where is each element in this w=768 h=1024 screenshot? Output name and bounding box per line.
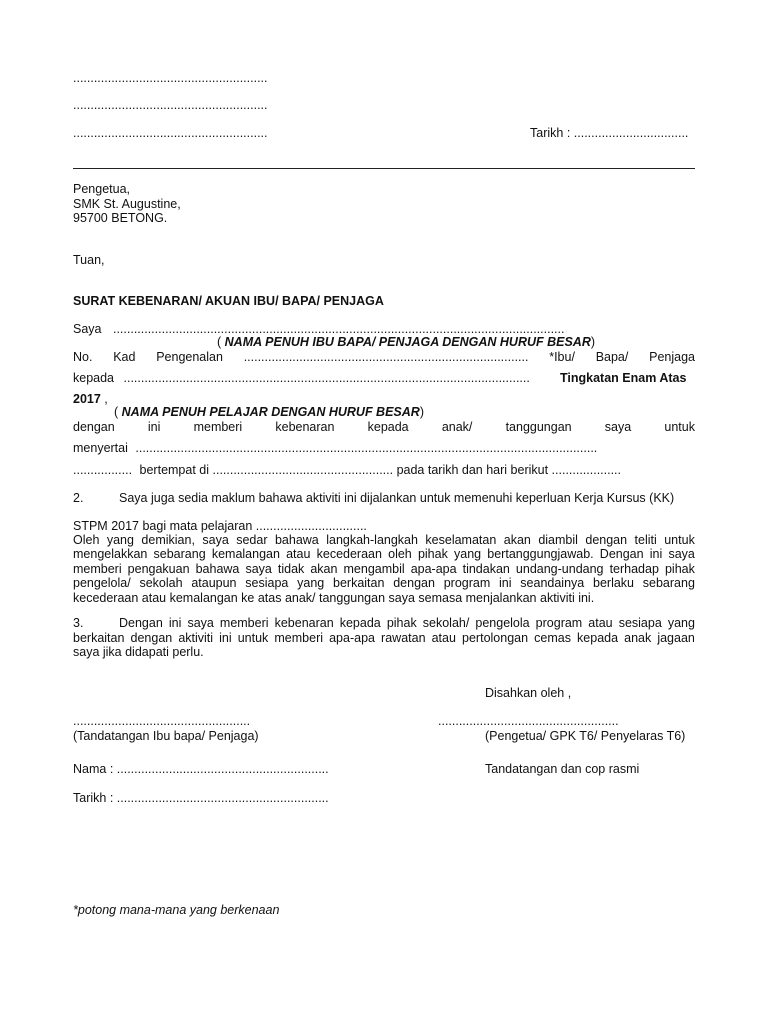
word: pengakuan xyxy=(127,562,190,576)
word: dengan xyxy=(73,420,115,434)
saya-label: Saya xyxy=(73,322,102,336)
year-line: 2017 , xyxy=(73,392,108,406)
signature-date-label: Tarikh : xyxy=(73,791,114,805)
venue-lead-dots: ................. xyxy=(73,463,133,477)
word: Penjaga xyxy=(649,350,695,364)
word: anak/ xyxy=(441,420,473,434)
date-value: ................................. xyxy=(573,126,689,140)
date-time-label: pada tarikh dan hari berikut xyxy=(396,463,549,477)
ic-number-line xyxy=(73,350,695,365)
word: sesiapa xyxy=(245,576,289,590)
para3-first-line xyxy=(119,616,695,631)
word: dengan xyxy=(130,631,173,645)
word: oleh xyxy=(388,547,412,561)
parent-signature-dots: ................................................... xyxy=(73,714,251,728)
student-name-dots: ..................................................................................................................... xyxy=(123,371,530,385)
word: ini xyxy=(147,420,161,434)
word: memberi xyxy=(193,420,243,434)
venue-line xyxy=(73,463,621,478)
word: sebarang xyxy=(153,547,206,561)
parent-name-dots: .................................................................................................................................. xyxy=(112,322,565,336)
parent-name-hint: ( NAMA PENUH IBU BAPA/ PENJAGA DENGAN HURUF BESAR) xyxy=(217,335,596,349)
verified-by-label: Disahkan oleh , xyxy=(485,686,572,700)
word: dengan xyxy=(585,533,628,547)
word: akan xyxy=(310,562,338,576)
word: bahawa xyxy=(195,562,240,576)
kepada-line xyxy=(73,371,530,386)
word: sebarang xyxy=(642,576,695,590)
salutation: Tuan, xyxy=(73,253,105,267)
student-name-hint-text: NAMA PENUH PELAJAR DENGAN HURUF BESAR xyxy=(121,405,420,419)
parent-name-hint-text: NAMA PENUH IBU BAPA/ PENJAGA DENGAN HURUF BESAR xyxy=(224,335,591,349)
word: saya xyxy=(604,420,632,434)
word: program xyxy=(443,576,491,590)
word: ini xyxy=(649,547,663,561)
para3-number: 3. xyxy=(73,616,84,630)
word: tanggungan xyxy=(505,420,572,434)
para2-body-line xyxy=(73,547,695,562)
word: memberi xyxy=(274,631,324,645)
word: pertolongan xyxy=(462,631,529,645)
word: kecederaan xyxy=(316,547,382,561)
word: terhadap xyxy=(609,562,659,576)
sender-address-line-1: ........................................................ xyxy=(73,71,268,85)
word: berkaitan xyxy=(73,631,125,645)
word: No. xyxy=(73,350,93,364)
venue-dots: .................................................... xyxy=(212,463,394,477)
word: teliti xyxy=(634,533,657,547)
word: Dengan xyxy=(599,547,644,561)
word: keselamatan xyxy=(425,533,497,547)
word: pihak xyxy=(664,562,695,576)
word: Dengan xyxy=(119,616,163,630)
word: program xyxy=(535,616,583,630)
word: Kad xyxy=(113,350,136,364)
header-divider xyxy=(73,168,695,169)
word: ataupun xyxy=(191,576,237,590)
word: pihak xyxy=(417,547,448,561)
word: saya xyxy=(202,533,229,547)
word: langkah-langkah xyxy=(326,533,418,547)
recipient-line-3: 95700 BETONG. xyxy=(73,211,168,225)
word: demikian, xyxy=(141,533,195,547)
word: memberi xyxy=(219,616,269,630)
word: untuk xyxy=(664,533,695,547)
signature-date-field xyxy=(73,791,329,806)
menyertai-label: menyertai xyxy=(73,441,128,455)
word: .................................................................................. xyxy=(243,350,529,364)
para2-first-line: Saya juga sedia maklum bahawa aktiviti ini dijalankan untuk memenuhi keperluan Kerja Kursus (KK) xyxy=(119,491,675,505)
para2-body-line xyxy=(73,576,695,591)
word: ini xyxy=(168,616,182,630)
word: saya xyxy=(668,547,695,561)
word: kemalangan xyxy=(211,547,280,561)
sender-address-line-3: ........................................................ xyxy=(73,126,268,140)
letter-subject: SURAT KEBENARAN/ AKUAN IBU/ BAPA/ PENJAGA xyxy=(73,294,384,308)
date-time-dots: .................... xyxy=(551,463,622,477)
signature-date-dots: ............................................................. xyxy=(116,791,329,805)
para2-number: 2. xyxy=(73,491,84,505)
word: kepada xyxy=(577,631,619,645)
name-label: Nama : xyxy=(73,762,114,776)
venue-label: bertempat di xyxy=(139,463,210,477)
word: ini xyxy=(219,631,232,645)
word: tindakan xyxy=(462,562,510,576)
principal-signature-dots: .................................................... xyxy=(438,714,619,728)
word: yang xyxy=(454,547,482,561)
word: untuk xyxy=(664,420,695,434)
word: aktiviti xyxy=(178,631,214,645)
word: dengan xyxy=(393,576,435,590)
word: kepada xyxy=(339,616,381,630)
year-value: 2017 xyxy=(73,392,101,406)
para3-last-line: saya jika didapati perlu. xyxy=(73,645,204,659)
word: mengambil xyxy=(343,562,405,576)
word: mengelakkan xyxy=(73,547,148,561)
student-name-hint: ( NAMA PENUH PELAJAR DENGAN HURUF BESAR) xyxy=(114,405,424,419)
word: anak xyxy=(624,631,652,645)
word: saya xyxy=(245,562,272,576)
word: yang xyxy=(106,533,134,547)
word: Oleh xyxy=(73,533,100,547)
word: yang xyxy=(667,616,695,630)
word: pengelola xyxy=(475,616,530,630)
parent-signature-label: (Tandatangan Ibu bapa/ Penjaga) xyxy=(73,729,259,743)
word: kebenaran xyxy=(275,420,335,434)
word: pihak xyxy=(386,616,417,630)
activity-line xyxy=(73,441,597,456)
word: kebenaran xyxy=(274,616,334,630)
kepada-label: kepada xyxy=(73,371,115,385)
word: sekolah/ xyxy=(422,616,470,630)
word: seandainya xyxy=(520,576,585,590)
word: berlaku xyxy=(593,576,635,590)
word: saya xyxy=(187,616,214,630)
word: yang xyxy=(297,576,325,590)
para2-body-line xyxy=(73,562,695,577)
name-dots: ............................................................. xyxy=(116,762,329,776)
word: Pengenalan xyxy=(156,350,223,364)
recipient-line-2: SMK St. Augustine, xyxy=(73,197,181,211)
word: jagaan xyxy=(657,631,695,645)
word: berkaitan xyxy=(333,576,385,590)
word: sekolah xyxy=(139,576,183,590)
footnote: *potong mana-mana yang berkenaan xyxy=(73,903,280,917)
word: pengelola/ xyxy=(73,576,131,590)
word: undang-undang xyxy=(515,562,604,576)
word: untuk xyxy=(237,631,269,645)
word: ini xyxy=(499,576,512,590)
word: Bapa/ xyxy=(595,350,629,364)
principal-signature-label: (Pengetua/ GPK T6/ Penyelaras T6) xyxy=(485,729,686,743)
word: apa-apa xyxy=(329,631,375,645)
word: rawatan xyxy=(381,631,426,645)
word: bahawa xyxy=(274,533,319,547)
stpm-text: STPM 2017 bagi mata pelajaran xyxy=(73,519,253,533)
word: diambil xyxy=(538,533,578,547)
activity-dots: ..................................................................................................................................... xyxy=(135,441,598,455)
date-label: Tarikh : xyxy=(530,126,571,140)
word: akan xyxy=(503,533,531,547)
official-stamp-label: Tandatangan dan cop rasmi xyxy=(485,762,640,776)
recipient-line-1: Pengetua, xyxy=(73,182,130,196)
para2-last-line: kecederaan atau kemalangan ke atas anak/ tanggungan saya semasa menjalankan aktiviti ini. xyxy=(73,591,595,605)
word: atau xyxy=(431,631,456,645)
word: bertanggungjawab. xyxy=(487,547,594,561)
word: sedar xyxy=(236,533,268,547)
para3-second-line xyxy=(73,631,695,646)
subject-dots: ................................ xyxy=(255,519,367,533)
word: sesiapa xyxy=(618,616,662,630)
word: kepada xyxy=(367,420,409,434)
parent-name-field xyxy=(73,762,329,777)
word: *Ibu/ xyxy=(549,350,575,364)
para2-body-line xyxy=(73,533,695,548)
form-level: Tingkatan Enam Atas xyxy=(560,371,687,385)
sender-address-line-2: ........................................................ xyxy=(73,98,268,112)
word: apa-apa xyxy=(410,562,457,576)
word: atau xyxy=(286,547,311,561)
word: cemas xyxy=(534,631,571,645)
para2-stpm-line xyxy=(73,519,367,534)
permission-line xyxy=(73,420,695,435)
word: memberi xyxy=(73,562,122,576)
date-field xyxy=(530,126,688,141)
word: tidak xyxy=(277,562,305,576)
word: atau xyxy=(588,616,613,630)
